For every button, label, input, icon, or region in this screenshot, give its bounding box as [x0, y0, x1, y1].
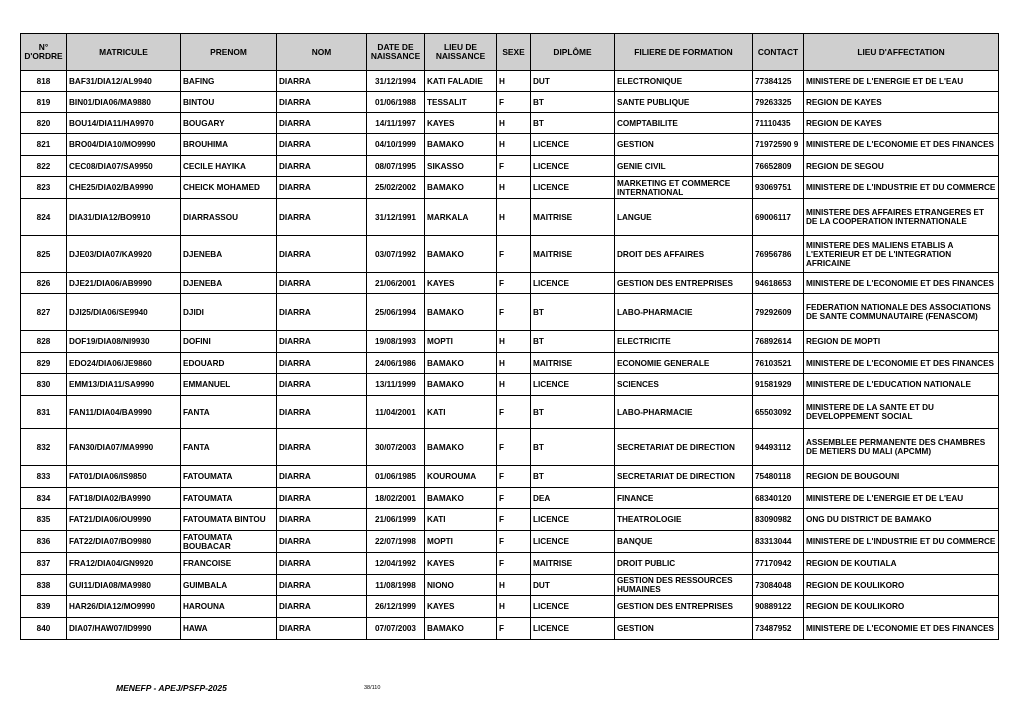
cell-nom: DIARRA [277, 488, 367, 509]
cell-date: 03/07/1992 [367, 236, 425, 273]
cell-date: 14/11/1997 [367, 113, 425, 134]
cell-ordre: 823 [21, 177, 67, 199]
table-row [21, 429, 999, 466]
cell-lieu: KAYES [425, 273, 497, 294]
cell-prenom: FATOUMATA [181, 466, 277, 488]
cell-ordre: 834 [21, 488, 67, 509]
cell-contact: 93069751 [753, 177, 804, 199]
cell-nom: DIARRA [277, 396, 367, 429]
cell-diplome: MAITRISE [531, 553, 615, 575]
cell-ordre: 821 [21, 134, 67, 156]
cell-affectation: MINISTERE DE L'INDUSTRIE ET DU COMMERCE [804, 531, 999, 553]
cell-nom: DIARRA [277, 466, 367, 488]
cell-matricule: BRO04/DIA10/MO9990 [67, 134, 181, 156]
cell-sexe: F [497, 429, 531, 466]
cell-ordre: 826 [21, 273, 67, 294]
cell-lieu: BAMAKO [425, 134, 497, 156]
cell-ordre: 836 [21, 531, 67, 553]
cell-affectation: REGION DE KOULIKORO [804, 596, 999, 618]
cell-diplome: LICENCE [531, 156, 615, 177]
cell-prenom: FRANCOISE [181, 553, 277, 575]
cell-filiere: LANGUE [615, 199, 753, 236]
cell-contact: 71110435 [753, 113, 804, 134]
cell-sexe: H [497, 353, 531, 374]
cell-sexe: F [497, 156, 531, 177]
cell-sexe: F [497, 273, 531, 294]
cell-diplome: BT [531, 466, 615, 488]
cell-prenom: FATOUMATA [181, 488, 277, 509]
cell-nom: DIARRA [277, 618, 367, 640]
header-ordre: N° D'ORDRE [21, 34, 67, 71]
cell-nom: DIARRA [277, 177, 367, 199]
cell-diplome: MAITRISE [531, 236, 615, 273]
table-row [21, 466, 999, 488]
cell-matricule: DIA31/DIA12/BO9910 [67, 199, 181, 236]
cell-affectation: MINISTERE DE LA SANTE ET DU DEVELOPPEMENT SOCIAL [804, 396, 999, 429]
cell-lieu: SIKASSO [425, 156, 497, 177]
cell-sexe: F [497, 531, 531, 553]
header-lieu: LIEU DE NAISSANCE [425, 34, 497, 71]
cell-lieu: KAYES [425, 113, 497, 134]
cell-diplome: BT [531, 294, 615, 331]
table-row [21, 156, 999, 177]
cell-diplome: LICENCE [531, 273, 615, 294]
cell-filiere: ELECTRONIQUE [615, 71, 753, 92]
table-row [21, 353, 999, 374]
cell-matricule: BOU14/DIA11/HA9970 [67, 113, 181, 134]
cell-contact: 71972590 9 [753, 134, 804, 156]
cell-diplome: BT [531, 113, 615, 134]
cell-sexe: F [497, 488, 531, 509]
cell-contact: 91581929 [753, 374, 804, 396]
cell-contact: 65503092 [753, 396, 804, 429]
table-row [21, 596, 999, 618]
cell-lieu: BAMAKO [425, 488, 497, 509]
cell-date: 21/06/1999 [367, 509, 425, 531]
header-contact: CONTACT [753, 34, 804, 71]
cell-lieu: BAMAKO [425, 294, 497, 331]
cell-date: 01/06/1988 [367, 92, 425, 113]
header-diplome: DIPLÔME [531, 34, 615, 71]
cell-matricule: BAF31/DIA12/AL9940 [67, 71, 181, 92]
cell-lieu: MARKALA [425, 199, 497, 236]
cell-sexe: H [497, 199, 531, 236]
cell-lieu: KAYES [425, 553, 497, 575]
cell-filiere: ECONOMIE GENERALE [615, 353, 753, 374]
cell-filiere: SECRETARIAT DE DIRECTION [615, 429, 753, 466]
cell-ordre: 831 [21, 396, 67, 429]
cell-affectation: REGION DE MOPTI [804, 331, 999, 353]
header-prenom: PRENOM [181, 34, 277, 71]
cell-diplome: DUT [531, 575, 615, 596]
cell-filiere: GESTION DES RESSOURCES HUMAINES [615, 575, 753, 596]
cell-ordre: 840 [21, 618, 67, 640]
cell-prenom: DIARRASSOU [181, 199, 277, 236]
cell-affectation: MINISTERE DE L'ECONOMIE ET DES FINANCES [804, 134, 999, 156]
table-row [21, 488, 999, 509]
cell-nom: DIARRA [277, 531, 367, 553]
cell-date: 01/06/1985 [367, 466, 425, 488]
cell-filiere: GESTION DES ENTREPRISES [615, 596, 753, 618]
cell-ordre: 830 [21, 374, 67, 396]
cell-diplome: LICENCE [531, 596, 615, 618]
cell-affectation: REGION DE SEGOU [804, 156, 999, 177]
cell-ordre: 829 [21, 353, 67, 374]
cell-diplome: BT [531, 396, 615, 429]
cell-ordre: 838 [21, 575, 67, 596]
cell-ordre: 839 [21, 596, 67, 618]
cell-date: 26/12/1999 [367, 596, 425, 618]
cell-date: 21/06/2001 [367, 273, 425, 294]
cell-prenom: HAWA [181, 618, 277, 640]
cell-lieu: BAMAKO [425, 429, 497, 466]
table-row [21, 71, 999, 92]
cell-filiere: SCIENCES [615, 374, 753, 396]
cell-filiere: GENIE CIVIL [615, 156, 753, 177]
cell-contact: 76103521 [753, 353, 804, 374]
cell-affectation: ASSEMBLEE PERMANENTE DES CHAMBRES DE METIERS DU MALI (APCMM) [804, 429, 999, 466]
cell-diplome: MAITRISE [531, 353, 615, 374]
cell-affectation: MINISTERE DE L'INDUSTRIE ET DU COMMERCE [804, 177, 999, 199]
cell-diplome: BT [531, 331, 615, 353]
cell-affectation: MINISTERE DE L'EDUCATION NATIONALE [804, 374, 999, 396]
cell-prenom: CHEICK MOHAMED [181, 177, 277, 199]
cell-diplome: LICENCE [531, 509, 615, 531]
cell-ordre: 837 [21, 553, 67, 575]
cell-sexe: F [497, 553, 531, 575]
cell-lieu: NIONO [425, 575, 497, 596]
cell-lieu: MOPTI [425, 331, 497, 353]
cell-prenom: DJENEBA [181, 273, 277, 294]
cell-lieu: BAMAKO [425, 618, 497, 640]
cell-ordre: 820 [21, 113, 67, 134]
cell-diplome: LICENCE [531, 134, 615, 156]
cell-affectation: REGION DE KAYES [804, 113, 999, 134]
cell-date: 22/07/1998 [367, 531, 425, 553]
cell-filiere: SECRETARIAT DE DIRECTION [615, 466, 753, 488]
cell-date: 30/07/2003 [367, 429, 425, 466]
cell-sexe: H [497, 374, 531, 396]
cell-date: 08/07/1995 [367, 156, 425, 177]
table-row [21, 575, 999, 596]
cell-prenom: DOFINI [181, 331, 277, 353]
cell-diplome: LICENCE [531, 618, 615, 640]
footer-org: MENEFP - APEJ/PSFP-2025 [116, 683, 227, 693]
cell-filiere: BANQUE [615, 531, 753, 553]
header-nom: NOM [277, 34, 367, 71]
table-header-row [21, 34, 999, 71]
cell-date: 11/04/2001 [367, 396, 425, 429]
cell-nom: DIARRA [277, 71, 367, 92]
cell-ordre: 827 [21, 294, 67, 331]
cell-affectation: MINISTERE DE L'ECONOMIE ET DES FINANCES [804, 273, 999, 294]
cell-sexe: F [497, 294, 531, 331]
cell-filiere: MARKETING ET COMMERCE INTERNATIONAL [615, 177, 753, 199]
cell-lieu: KAYES [425, 596, 497, 618]
cell-nom: DIARRA [277, 294, 367, 331]
table-row [21, 509, 999, 531]
cell-contact: 90889122 [753, 596, 804, 618]
cell-contact: 69006117 [753, 199, 804, 236]
cell-filiere: LABO-PHARMACIE [615, 396, 753, 429]
cell-contact: 68340120 [753, 488, 804, 509]
cell-prenom: DJIDI [181, 294, 277, 331]
cell-prenom: FATOUMATA BINTOU [181, 509, 277, 531]
cell-sexe: F [497, 618, 531, 640]
cell-nom: DIARRA [277, 575, 367, 596]
cell-sexe: F [497, 92, 531, 113]
cell-contact: 77170942 [753, 553, 804, 575]
cell-matricule: DJE21/DIA06/AB9990 [67, 273, 181, 294]
cell-contact: 73487952 [753, 618, 804, 640]
cell-ordre: 835 [21, 509, 67, 531]
cell-filiere: COMPTABILITE [615, 113, 753, 134]
cell-diplome: LICENCE [531, 531, 615, 553]
cell-affectation: ONG DU DISTRICT DE BAMAKO [804, 509, 999, 531]
cell-date: 31/12/1994 [367, 71, 425, 92]
cell-matricule: GUI11/DIA08/MA9980 [67, 575, 181, 596]
cell-prenom: BOUGARY [181, 113, 277, 134]
cell-affectation: MINISTERE DE L'ENERGIE ET DE L'EAU [804, 71, 999, 92]
cell-affectation: MINISTERE DE L'ECONOMIE ET DES FINANCES [804, 618, 999, 640]
table-row [21, 396, 999, 429]
cell-matricule: EDO24/DIA06/JE9860 [67, 353, 181, 374]
header-matricule: MATRICULE [67, 34, 181, 71]
table-row [21, 553, 999, 575]
table-row [21, 531, 999, 553]
cell-sexe: H [497, 596, 531, 618]
cell-nom: DIARRA [277, 429, 367, 466]
cell-affectation: FEDERATION NATIONALE DES ASSOCIATIONS DE SANTE COMMUNAUTAIRE (FENASCOM) [804, 294, 999, 331]
cell-contact: 83313044 [753, 531, 804, 553]
cell-prenom: EMMANUEL [181, 374, 277, 396]
table-row [21, 177, 999, 199]
cell-ordre: 832 [21, 429, 67, 466]
cell-diplome: LICENCE [531, 374, 615, 396]
cell-filiere: DROIT DES AFFAIRES [615, 236, 753, 273]
cell-matricule: FAN11/DIA04/BA9990 [67, 396, 181, 429]
cell-affectation: MINISTERE DE L'ENERGIE ET DE L'EAU [804, 488, 999, 509]
cell-contact: 76892614 [753, 331, 804, 353]
cell-lieu: BAMAKO [425, 374, 497, 396]
cell-sexe: H [497, 177, 531, 199]
cell-nom: DIARRA [277, 353, 367, 374]
table-row [21, 199, 999, 236]
cell-matricule: DJI25/DIA06/SE9940 [67, 294, 181, 331]
cell-diplome: MAITRISE [531, 199, 615, 236]
cell-affectation: REGION DE KOULIKORO [804, 575, 999, 596]
cell-nom: DIARRA [277, 92, 367, 113]
cell-matricule: FAT18/DIA02/BA9990 [67, 488, 181, 509]
cell-sexe: H [497, 113, 531, 134]
cell-lieu: KATI [425, 509, 497, 531]
cell-affectation: REGION DE KOUTIALA [804, 553, 999, 575]
cell-contact: 73084048 [753, 575, 804, 596]
cell-matricule: EMM13/DIA11/SA9990 [67, 374, 181, 396]
cell-filiere: ELECTRICITE [615, 331, 753, 353]
cell-date: 25/06/1994 [367, 294, 425, 331]
cell-prenom: FATOUMATA BOUBACAR [181, 531, 277, 553]
cell-contact: 83090982 [753, 509, 804, 531]
cell-filiere: THEATROLOGIE [615, 509, 753, 531]
cell-date: 11/08/1998 [367, 575, 425, 596]
cell-nom: DIARRA [277, 509, 367, 531]
cell-filiere: GESTION DES ENTREPRISES [615, 273, 753, 294]
cell-filiere: LABO-PHARMACIE [615, 294, 753, 331]
cell-sexe: F [497, 236, 531, 273]
cell-lieu: BAMAKO [425, 353, 497, 374]
table-row [21, 134, 999, 156]
cell-prenom: FANTA [181, 396, 277, 429]
cell-contact: 79292609 [753, 294, 804, 331]
cell-matricule: FRA12/DIA04/GN9920 [67, 553, 181, 575]
cell-filiere: GESTION [615, 618, 753, 640]
cell-ordre: 828 [21, 331, 67, 353]
cell-contact: 94618653 [753, 273, 804, 294]
cell-matricule: HAR26/DIA12/MO9990 [67, 596, 181, 618]
cell-contact: 75480118 [753, 466, 804, 488]
cell-diplome: BT [531, 92, 615, 113]
cell-date: 31/12/1991 [367, 199, 425, 236]
cell-ordre: 833 [21, 466, 67, 488]
cell-contact: 94493112 [753, 429, 804, 466]
cell-lieu: KATI FALADIE [425, 71, 497, 92]
cell-prenom: FANTA [181, 429, 277, 466]
cell-sexe: H [497, 134, 531, 156]
table-row [21, 618, 999, 640]
cell-diplome: BT [531, 429, 615, 466]
cell-prenom: DJENEBA [181, 236, 277, 273]
cell-nom: DIARRA [277, 273, 367, 294]
cell-affectation: MINISTERE DE L'ECONOMIE ET DES FINANCES [804, 353, 999, 374]
cell-filiere: FINANCE [615, 488, 753, 509]
cell-lieu: MOPTI [425, 531, 497, 553]
cell-contact: 77384125 [753, 71, 804, 92]
cell-lieu: BAMAKO [425, 236, 497, 273]
cell-diplome: LICENCE [531, 177, 615, 199]
cell-date: 07/07/2003 [367, 618, 425, 640]
cell-prenom: HAROUNA [181, 596, 277, 618]
cell-nom: DIARRA [277, 134, 367, 156]
cell-matricule: FAT22/DIA07/BO9980 [67, 531, 181, 553]
cell-lieu: TESSALIT [425, 92, 497, 113]
cell-matricule: DIA07/HAW07/ID9990 [67, 618, 181, 640]
cell-ordre: 819 [21, 92, 67, 113]
cell-contact: 76956786 [753, 236, 804, 273]
table-row [21, 236, 999, 273]
cell-ordre: 822 [21, 156, 67, 177]
cell-sexe: F [497, 396, 531, 429]
table-row [21, 273, 999, 294]
cell-affectation: REGION DE BOUGOUNI [804, 466, 999, 488]
cell-sexe: H [497, 575, 531, 596]
cell-date: 04/10/1999 [367, 134, 425, 156]
cell-ordre: 825 [21, 236, 67, 273]
cell-prenom: EDOUARD [181, 353, 277, 374]
table-row [21, 331, 999, 353]
cell-prenom: BINTOU [181, 92, 277, 113]
cell-nom: DIARRA [277, 596, 367, 618]
cell-prenom: CECILE HAYIKA [181, 156, 277, 177]
cell-ordre: 818 [21, 71, 67, 92]
cell-nom: DIARRA [277, 236, 367, 273]
cell-filiere: SANTE PUBLIQUE [615, 92, 753, 113]
cell-nom: DIARRA [277, 374, 367, 396]
cell-date: 24/06/1986 [367, 353, 425, 374]
cell-contact: 76652809 [753, 156, 804, 177]
cell-nom: DIARRA [277, 199, 367, 236]
table-row [21, 113, 999, 134]
table-row [21, 374, 999, 396]
table-row [21, 92, 999, 113]
cell-affectation: REGION DE KAYES [804, 92, 999, 113]
cell-matricule: DJE03/DIA07/KA9920 [67, 236, 181, 273]
cell-prenom: BAFING [181, 71, 277, 92]
cell-date: 12/04/1992 [367, 553, 425, 575]
cell-sexe: H [497, 71, 531, 92]
cell-diplome: DEA [531, 488, 615, 509]
cell-matricule: FAT01/DIA06/IS9850 [67, 466, 181, 488]
cell-prenom: BROUHIMA [181, 134, 277, 156]
cell-affectation: MINISTERE DES AFFAIRES ETRANGERES ET DE LA COOPERATION INTERNATIONALE [804, 199, 999, 236]
cell-lieu: KATI [425, 396, 497, 429]
cell-matricule: FAT21/DIA06/OU9990 [67, 509, 181, 531]
cell-ordre: 824 [21, 199, 67, 236]
cell-matricule: CEC08/DIA07/SA9950 [67, 156, 181, 177]
cell-sexe: F [497, 466, 531, 488]
header-date: DATE DE NAISSANCE [367, 34, 425, 71]
cell-date: 18/02/2001 [367, 488, 425, 509]
cell-matricule: FAN30/DIA07/MA9990 [67, 429, 181, 466]
cell-matricule: BIN01/DIA06/MA9880 [67, 92, 181, 113]
cell-nom: DIARRA [277, 113, 367, 134]
cell-lieu: KOUROUMA [425, 466, 497, 488]
cell-date: 19/08/1993 [367, 331, 425, 353]
cell-filiere: DROIT PUBLIC [615, 553, 753, 575]
cell-prenom: GUIMBALA [181, 575, 277, 596]
header-filiere: FILIERE DE FORMATION [615, 34, 753, 71]
page-number: 38/110 [364, 685, 381, 691]
cell-contact: 79263325 [753, 92, 804, 113]
header-sexe: SEXE [497, 34, 531, 71]
cell-matricule: DOF19/DIA08/NI9930 [67, 331, 181, 353]
header-affectation: LIEU D'AFFECTATION [804, 34, 999, 71]
recruits-table [20, 33, 999, 640]
cell-sexe: H [497, 331, 531, 353]
cell-diplome: DUT [531, 71, 615, 92]
cell-date: 13/11/1999 [367, 374, 425, 396]
cell-nom: DIARRA [277, 156, 367, 177]
table-body [21, 71, 999, 640]
cell-nom: DIARRA [277, 331, 367, 353]
cell-lieu: BAMAKO [425, 177, 497, 199]
cell-sexe: F [497, 509, 531, 531]
cell-affectation: MINISTERE DES MALIENS ETABLIS A L'EXTERIEUR ET DE L'INTEGRATION AFRICAINE [804, 236, 999, 273]
document-sheet [20, 33, 998, 640]
table-row [21, 294, 999, 331]
cell-matricule: CHE25/DIA02/BA9990 [67, 177, 181, 199]
cell-filiere: GESTION [615, 134, 753, 156]
cell-nom: DIARRA [277, 553, 367, 575]
cell-date: 25/02/2002 [367, 177, 425, 199]
